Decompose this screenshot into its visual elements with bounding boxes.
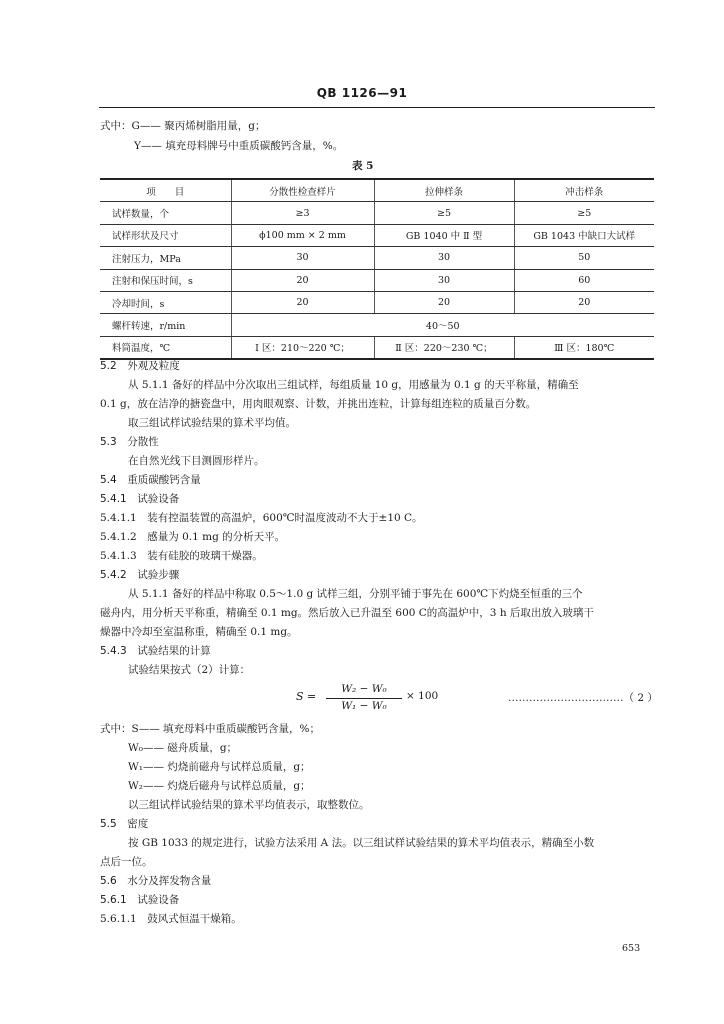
paragraph-line: 磁舟内，用分析天平称重，精确至 0.1 mg。然后放入已升温至 600 C的高温炉中，3 h 后取出放入玻璃干 [100,607,594,619]
header-cell: 冲击样条 [514,179,654,202]
table-cell: ≥5 [374,202,514,224]
table-cell: 20 [374,291,514,313]
table-row [100,269,654,291]
table-cell: 20 [231,291,374,313]
equation-number: ……………………………（ 2 ） [508,692,658,704]
paragraph-line: 点后一位。 [100,856,153,868]
header-cell: 分散性检查样片 [231,179,374,202]
table-cell: 50 [514,247,654,269]
paragraph-line: 从 5.1.1 备好的样品中称取 0.5～1.0 g 试样三组，分别平铺于事先在 600℃下灼烧至恒重的三个 [128,588,583,600]
variable-definition: W₁—— 灼烧前磁舟与试样总质量，g； [128,761,311,773]
table-cell: Ⅲ 区：180℃ [514,336,654,359]
section-heading: 5.6 水分及挥发物含量 [100,875,212,887]
row-label: 料筒温度，℃ [100,336,231,359]
paragraph-line: 在自然光线下目测圆形样片。 [128,455,265,467]
parameter-table [100,178,654,360]
table-caption: 表 5 [352,160,374,172]
table-cell: Ⅱ 区：220～230 ℃； [374,336,514,359]
table-cell: ≥3 [231,202,374,224]
section-heading: 5.4 重质碳酸钙含量 [100,474,201,486]
table-cell: 20 [514,291,654,313]
table-row [100,291,654,313]
table-cell-merged: 40～50 [231,314,654,336]
row-label: 注射和保压时间，s [100,269,231,291]
formula-denominator: W₁ − W₀ [341,700,387,712]
section-heading: 5.2 外观及粒度 [100,360,180,372]
paragraph-line: 以三组试样试验结果的算术平均值表示，取整数位。 [128,799,370,811]
table-cell: 30 [374,269,514,291]
section-heading: 5.4.3 试验结果的计算 [100,645,211,657]
table-header-row [100,179,654,202]
table-cell: GB 1040 中 Ⅱ 型 [374,224,514,246]
table-row [100,314,654,336]
standard-code-header: QB 1126—91 [316,86,408,100]
table-cell: 30 [374,247,514,269]
section-heading: 5.4.1 试验设备 [100,493,180,505]
section-heading: 5.5 密度 [100,818,149,830]
header-rule [99,107,655,108]
fraction-bar [326,698,402,699]
paragraph-line: 5.4.1.1 装有控温装置的高温炉，600℃时温度波动不大于±10 C。 [100,512,423,524]
intro-line-2: Y—— 填充母料牌号中重质碳酸钙含量，%。 [134,140,344,152]
table-row [100,336,654,359]
page-number: 653 [622,943,641,954]
formula-rhs: × 100 [406,690,439,702]
row-label: 螺杆转速，r/min [100,314,231,336]
paragraph-line: 按 GB 1033 的规定进行，试验方法采用 A 法。以三组试样试验结果的算术平均值表示，精确至小数 [128,837,595,849]
formula-numerator: W₂ − W₀ [341,683,387,695]
paragraph-line: 燥器中冷却至室温称重，精确至 0.1 mg。 [100,626,298,638]
paragraph-line: 从 5.1.1 备好的样品中分次取出三组试样，每组质量 10 g，用感量为 0.1 g 的天平称量，精确至 [128,379,579,391]
row-label: 试样数量，个 [100,202,231,224]
header-cell: 拉伸样条 [374,179,514,202]
variable-definition: W₂—— 灼烧后磁舟与试样总质量，g； [128,780,311,792]
table-row [100,202,654,224]
table-row [100,247,654,269]
section-heading: 5.4.2 试验步骤 [100,569,180,581]
table-cell: 30 [231,247,374,269]
row-label: 注射压力，MPa [100,247,231,269]
paragraph-line: 取三组试样试验结果的算术平均值。 [128,417,296,429]
intro-line-1: 式中：G—— 聚丙烯树脂用量，g； [100,120,266,132]
row-label: 冷却时间，s [100,291,231,313]
table-cell: ϕ100 mm × 2 mm [231,224,374,246]
section-heading: 5.3 分散性 [100,436,159,448]
variable-definition: 式中：S—— 填充母料中重质碳酸钙含量，%； [100,723,321,735]
paragraph-line: 5.6.1.1 鼓风式恒温干燥箱。 [100,913,242,925]
header-cell: 项 目 [100,179,231,202]
table-row [100,224,654,246]
table-cell: ≥5 [514,202,654,224]
table-cell: GB 1043 中缺口大试样 [514,224,654,246]
paragraph-line: 试验结果按式（2）计算： [128,664,251,676]
row-label: 试样形状及尺寸 [100,224,231,246]
formula-lhs: S = [296,690,317,703]
table-cell: Ⅰ 区：210～220 ℃； [231,336,374,359]
table-cell: 60 [514,269,654,291]
table-cell: 20 [231,269,374,291]
paragraph-line: 5.4.1.3 装有硅胶的玻璃干燥器。 [100,550,263,562]
paragraph-line: 0.1 g，放在洁净的搪瓷盘中，用肉眼观察、计数，并挑出连粒，计算每组连粒的质量百分数。 [100,398,537,410]
variable-definition: W₀—— 磁舟质量，g； [128,742,238,754]
section-heading: 5.6.1 试验设备 [100,894,180,906]
paragraph-line: 5.4.1.2 感量为 0.1 mg 的分析天平。 [100,531,286,543]
